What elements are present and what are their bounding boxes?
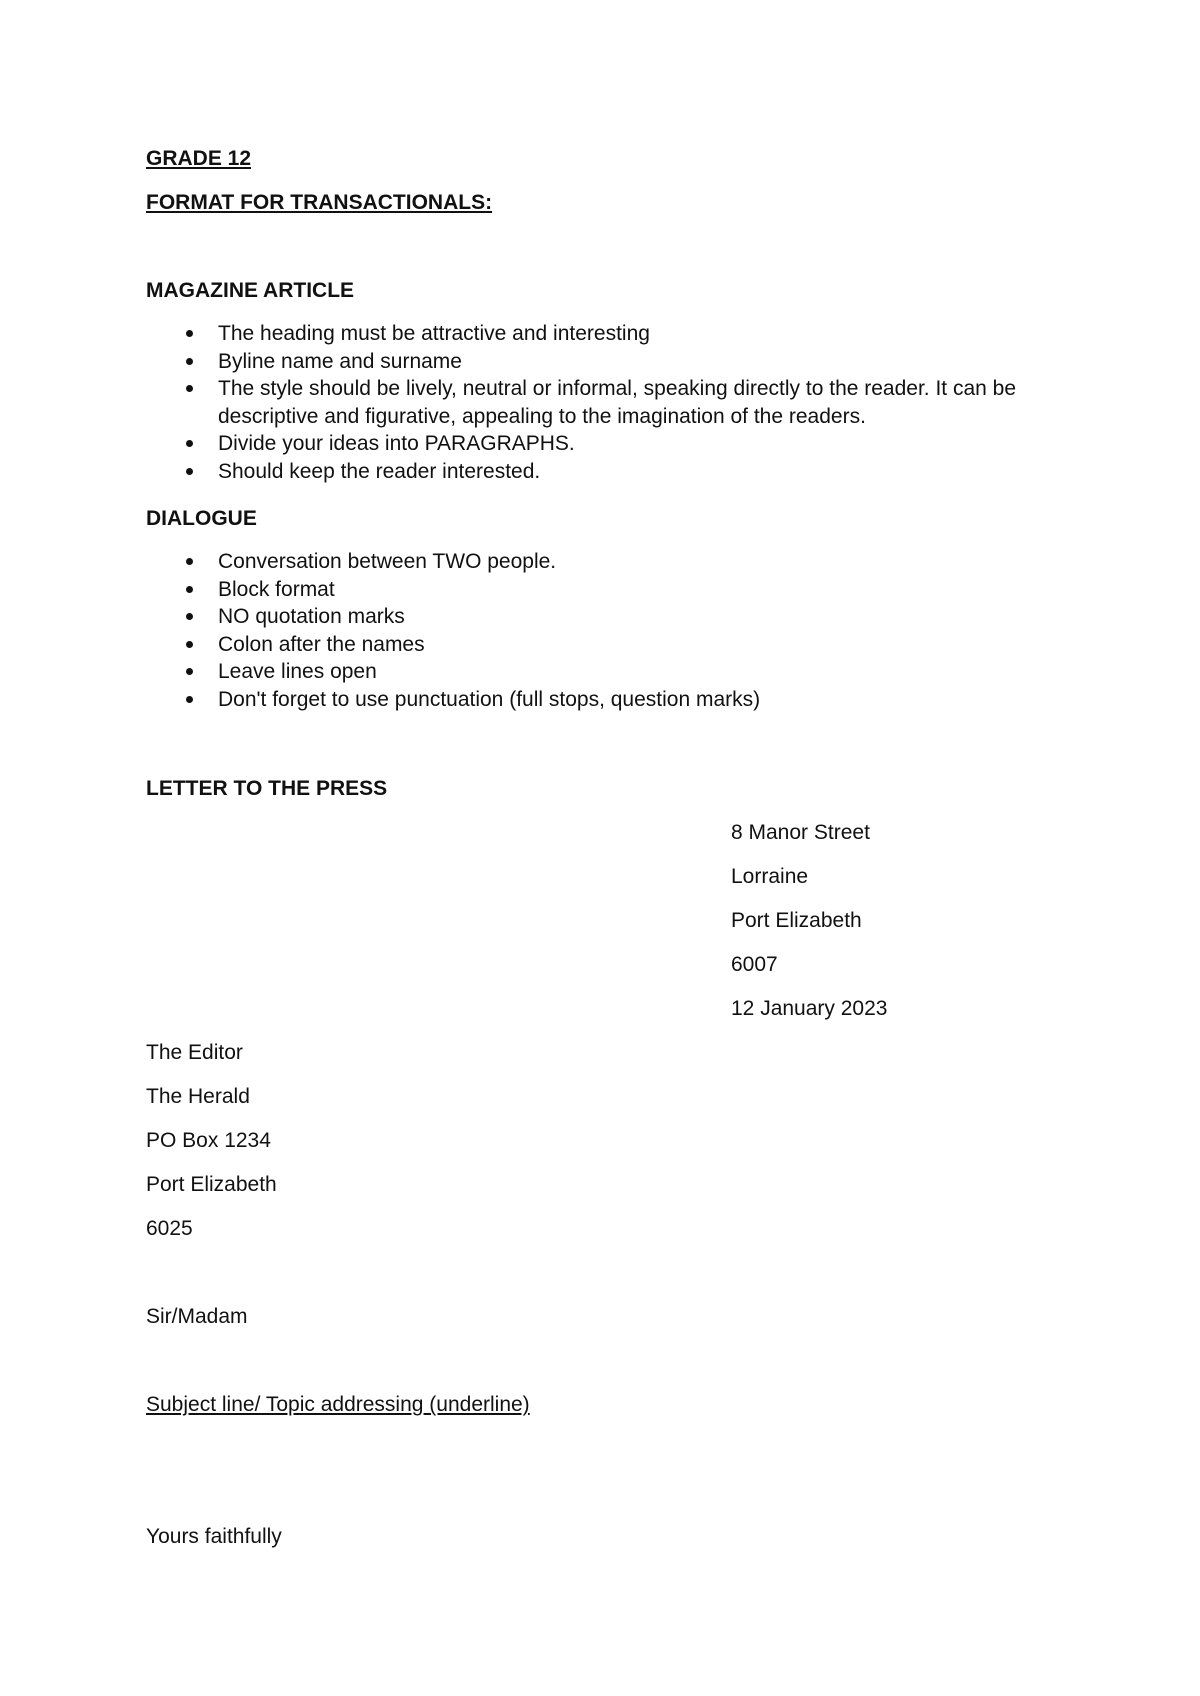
sender-address-line: 8 Manor Street	[731, 821, 870, 844]
recipient-address-line: PO Box 1234	[146, 1129, 271, 1152]
dialogue-list	[146, 548, 1066, 714]
list-item: Colon after the names	[146, 631, 1066, 659]
dialogue-heading: DIALOGUE	[146, 507, 257, 530]
grade-heading: GRADE 12	[146, 147, 252, 170]
recipient-address-line: 6025	[146, 1217, 193, 1240]
list-item: The heading must be attractive and interesting	[146, 320, 1066, 348]
list-item: Conversation between TWO people.	[146, 548, 1066, 576]
list-item: Don't forget to use punctuation (full stops, question marks)	[146, 686, 1066, 714]
list-item: Byline name and surname	[146, 348, 1066, 376]
list-item: Should keep the reader interested.	[146, 458, 1066, 486]
recipient-address-line: The Herald	[146, 1085, 250, 1108]
magazine-article-list	[146, 320, 1066, 486]
sender-address-line: Port Elizabeth	[731, 909, 862, 932]
subject-line: Subject line/ Topic addressing (underline)	[146, 1393, 530, 1416]
letter-date: 12 January 2023	[731, 997, 888, 1020]
recipient-address-line: The Editor	[146, 1041, 243, 1064]
letter-heading: LETTER TO THE PRESS	[146, 777, 388, 800]
list-item: Leave lines open	[146, 658, 1066, 686]
closing: Yours faithfully	[146, 1525, 282, 1548]
sender-address-line: 6007	[731, 953, 778, 976]
list-item: Block format	[146, 576, 1066, 604]
list-item: The style should be lively, neutral or informal, speaking directly to the reader. It can be descriptive and figurative, appealing to the imagination of the readers.	[146, 375, 1066, 430]
list-item: Divide your ideas into PARAGRAPHS.	[146, 430, 1066, 458]
format-title: FORMAT FOR TRANSACTIONALS:	[146, 191, 493, 214]
list-item: NO quotation marks	[146, 603, 1066, 631]
recipient-address-line: Port Elizabeth	[146, 1173, 277, 1196]
magazine-article-heading: MAGAZINE ARTICLE	[146, 279, 355, 302]
salutation: Sir/Madam	[146, 1305, 248, 1328]
sender-address-line: Lorraine	[731, 865, 809, 888]
